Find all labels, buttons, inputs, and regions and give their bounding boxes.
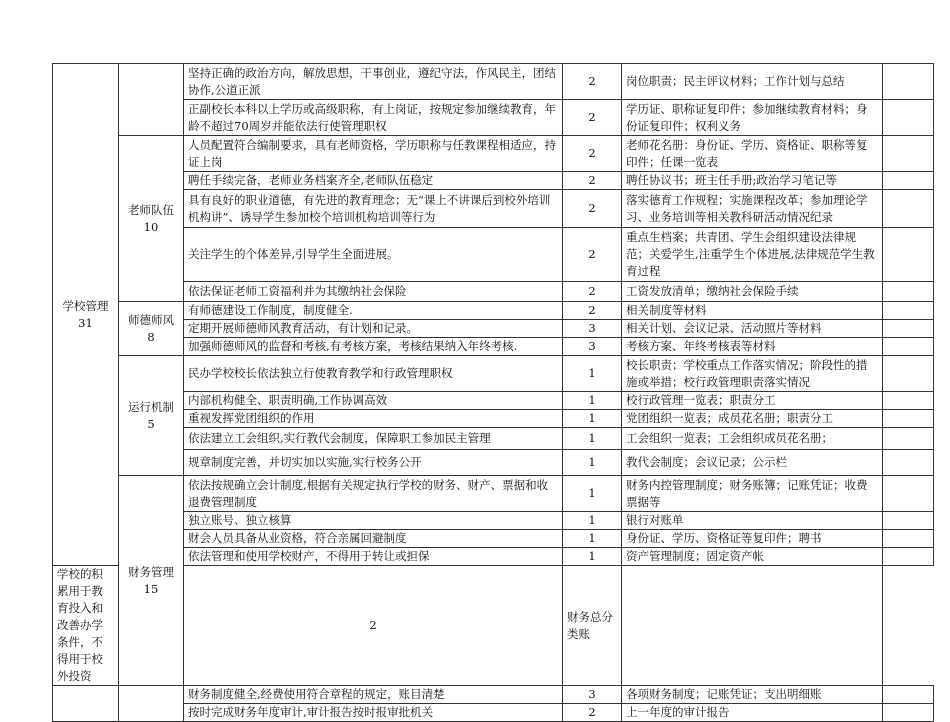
content-cell: 规章制度完善，并切实加以实施,实行校务公开 bbox=[184, 450, 563, 476]
score-cell: 2 bbox=[563, 282, 622, 302]
content-cell: 重视发挥党团组织的作用 bbox=[184, 410, 563, 428]
content-cell: 人员配置符合编制要求，具有老师资格，学历职称与任教课程相适应，持证上岗 bbox=[184, 136, 563, 172]
material-cell: 相关计划、会议记录、活动照片等材料 bbox=[622, 320, 883, 338]
table-row bbox=[53, 450, 934, 476]
score-cell: 1 bbox=[563, 530, 622, 548]
content-cell: 关注学生的个体差异,引导学生全面进展。 bbox=[184, 228, 563, 282]
content-cell: 内部机构健全、职责明确,工作协调高效 bbox=[184, 392, 563, 410]
subcategory-cell bbox=[119, 686, 184, 722]
blank-cell bbox=[883, 302, 934, 320]
table-row bbox=[53, 686, 934, 704]
material-cell: 老师花名册：身份证、学历、资格证、职称等复印件；任课一览表 bbox=[622, 136, 883, 172]
score-cell: 2 bbox=[563, 64, 622, 100]
blank-cell bbox=[883, 64, 934, 100]
material-cell: 落实德育工作规程；实施课程改革；参加理论学习、业务培训等相关教科研活动情况纪录 bbox=[622, 190, 883, 228]
evaluation-table bbox=[52, 63, 934, 722]
score-cell: 3 bbox=[563, 338, 622, 356]
content-cell: 有师德建设工作制度，制度健全. bbox=[184, 302, 563, 320]
blank-cell bbox=[622, 566, 883, 686]
content-cell: 依法建立工会组织,实行教代会制度，保障职工参加民主管理 bbox=[184, 428, 563, 450]
material-cell: 财务总分类账 bbox=[563, 566, 622, 686]
subcategory-score: 10 bbox=[143, 219, 159, 234]
table-row bbox=[53, 512, 934, 530]
material-cell: 聘任协议书；班主任手册;政治学习笔记等 bbox=[622, 172, 883, 190]
table-row bbox=[53, 410, 934, 428]
content-cell: 独立账号、独立核算 bbox=[184, 512, 563, 530]
table-row bbox=[53, 172, 934, 190]
score-cell: 1 bbox=[563, 410, 622, 428]
table-row bbox=[53, 704, 934, 722]
table-row bbox=[53, 476, 934, 512]
score-cell: 2 bbox=[563, 704, 622, 722]
blank-cell bbox=[883, 704, 934, 722]
subcategory-cell bbox=[119, 476, 184, 686]
score-cell: 1 bbox=[563, 428, 622, 450]
score-cell: 2 bbox=[563, 100, 622, 136]
blank-cell bbox=[883, 428, 934, 450]
blank-cell bbox=[883, 450, 934, 476]
content-cell: 依法按规确立会计制度,根据有关规定执行学校的财务、财产、票据和收退费管理制度 bbox=[184, 476, 563, 512]
subcategory-name: 运行机制 bbox=[128, 399, 174, 414]
material-cell: 银行对账单 bbox=[622, 512, 883, 530]
category-cell bbox=[53, 64, 119, 566]
content-cell: 定期开展师德师风教育活动，有计划和记录。 bbox=[184, 320, 563, 338]
score-cell: 1 bbox=[563, 450, 622, 476]
score-cell: 1 bbox=[563, 548, 622, 566]
content-cell: 财会人员具备从业资格，符合亲属回避制度 bbox=[184, 530, 563, 548]
material-cell: 考核方案、年终考核表等材料 bbox=[622, 338, 883, 356]
material-cell: 资产管理制度；固定资产帐 bbox=[622, 548, 883, 566]
score-cell: 3 bbox=[563, 686, 622, 704]
blank-cell bbox=[883, 338, 934, 356]
subcategory-score: 15 bbox=[143, 581, 159, 596]
subcategory-cell bbox=[119, 64, 184, 136]
material-cell: 工会组织一览表；工会组织成员花名册； bbox=[622, 428, 883, 450]
score-cell: 1 bbox=[563, 512, 622, 530]
material-cell: 上一年度的审计报告 bbox=[622, 704, 883, 722]
subcategory-name: 财务管理 bbox=[128, 564, 174, 579]
subcategory-cell bbox=[119, 136, 184, 302]
material-cell: 校长职责；学校重点工作落实情况；阶段性的措施或举措；校行政管理职责落实情况 bbox=[622, 356, 883, 392]
subcategory-score: 5 bbox=[147, 416, 155, 431]
table-row bbox=[53, 392, 934, 410]
category-score: 31 bbox=[78, 315, 93, 330]
material-cell: 各项财务制度；记账凭证；支出明细账 bbox=[622, 686, 883, 704]
blank-cell bbox=[883, 548, 934, 566]
blank-cell bbox=[883, 512, 934, 530]
score-cell: 2 bbox=[563, 302, 622, 320]
table-row bbox=[53, 136, 934, 172]
blank-cell bbox=[883, 172, 934, 190]
content-cell: 依法管理和使用学校财产，不得用于转让或担保 bbox=[184, 548, 563, 566]
material-cell: 党团组织一览表；成员花名册；职责分工 bbox=[622, 410, 883, 428]
content-cell: 民办学校校长依法独立行使教育教学和行政管理职权 bbox=[184, 356, 563, 392]
content-cell: 加强师德师风的监督和考核,有考核方案，考核结果纳入年终考核. bbox=[184, 338, 563, 356]
score-cell: 2 bbox=[184, 566, 563, 686]
score-cell: 2 bbox=[563, 228, 622, 282]
blank-cell bbox=[883, 476, 934, 512]
table-row bbox=[53, 530, 934, 548]
table-row bbox=[53, 64, 934, 100]
table-row bbox=[53, 302, 934, 320]
blank-cell bbox=[883, 410, 934, 428]
table-row bbox=[53, 548, 934, 566]
material-cell: 岗位职责；民主评议材料；工作计划与总结 bbox=[622, 64, 883, 100]
table-row bbox=[53, 190, 934, 228]
content-cell: 财务制度健全,经费使用符合章程的规定，账目清楚 bbox=[184, 686, 563, 704]
score-cell: 1 bbox=[563, 356, 622, 392]
blank-cell bbox=[883, 228, 934, 282]
content-cell: 聘任手续完备，老师业务档案齐全,老师队伍稳定 bbox=[184, 172, 563, 190]
material-cell: 财务内控管理制度；财务账簿；记账凭证；收费票据等 bbox=[622, 476, 883, 512]
table-row bbox=[53, 428, 934, 450]
material-cell: 工资发放清单；缴纳社会保险手续 bbox=[622, 282, 883, 302]
material-cell: 相关制度等材料 bbox=[622, 302, 883, 320]
blank-cell bbox=[883, 190, 934, 228]
blank-cell bbox=[883, 530, 934, 548]
score-cell: 3 bbox=[563, 320, 622, 338]
subcategory-name: 老师队伍 bbox=[128, 202, 174, 217]
table-row bbox=[53, 566, 934, 686]
table-row bbox=[53, 320, 934, 338]
blank-cell bbox=[883, 136, 934, 172]
blank-cell bbox=[883, 356, 934, 392]
score-cell: 1 bbox=[563, 476, 622, 512]
score-cell: 2 bbox=[563, 136, 622, 172]
table-row bbox=[53, 338, 934, 356]
subcategory-score: 8 bbox=[147, 329, 155, 344]
table-row bbox=[53, 356, 934, 392]
category-cell bbox=[53, 686, 119, 722]
material-cell: 校行政管理一览表；职责分工 bbox=[622, 392, 883, 410]
content-cell: 学校的积累用于教育投入和改善办学条件，不得用于校外投资 bbox=[53, 566, 119, 686]
subcategory-name: 师德师风 bbox=[128, 312, 174, 327]
subcategory-cell bbox=[119, 356, 184, 476]
blank-cell bbox=[883, 392, 934, 410]
score-cell: 1 bbox=[563, 392, 622, 410]
content-cell: 具有良好的职业道德，有先进的教育理念；无“课上不讲课后到校外培训机构讲”、诱导学生参加校个培训机构培训等行为 bbox=[184, 190, 563, 228]
blank-cell bbox=[883, 282, 934, 302]
content-cell: 按时完成财务年度审计,审计报告按时报审批机关 bbox=[184, 704, 563, 722]
table-row bbox=[53, 228, 934, 282]
blank-cell bbox=[883, 320, 934, 338]
content-cell: 坚持正确的政治方向，解放思想，干事创业，遵纪守法，作风民主，团结协作,公道正派 bbox=[184, 64, 563, 100]
table-row bbox=[53, 100, 934, 136]
content-cell: 正副校长本科以上学历或高级职称，有上岗证，按规定参加继续教育，年龄不超过70周岁并能依法行使管理职权 bbox=[184, 100, 563, 136]
material-cell: 重点生档案；共青团、学生会组织建设法律规范；关爱学生,注重学生个体进展,法律规范学生教育过程 bbox=[622, 228, 883, 282]
material-cell: 身份证、学历、资格证等复印件；聘书 bbox=[622, 530, 883, 548]
subcategory-cell bbox=[119, 302, 184, 356]
score-cell: 2 bbox=[563, 190, 622, 228]
table-row bbox=[53, 282, 934, 302]
blank-cell bbox=[883, 686, 934, 704]
score-cell: 2 bbox=[563, 172, 622, 190]
content-cell: 依法保证老师工资福利并为其缴纳社会保险 bbox=[184, 282, 563, 302]
blank-cell bbox=[883, 100, 934, 136]
material-cell: 学历证、职称证复印件；参加继续教育材料；身份证复印件；权利义务 bbox=[622, 100, 883, 136]
material-cell: 教代会制度；会议记录；公示栏 bbox=[622, 450, 883, 476]
category-name: 学校管理 bbox=[62, 298, 109, 313]
